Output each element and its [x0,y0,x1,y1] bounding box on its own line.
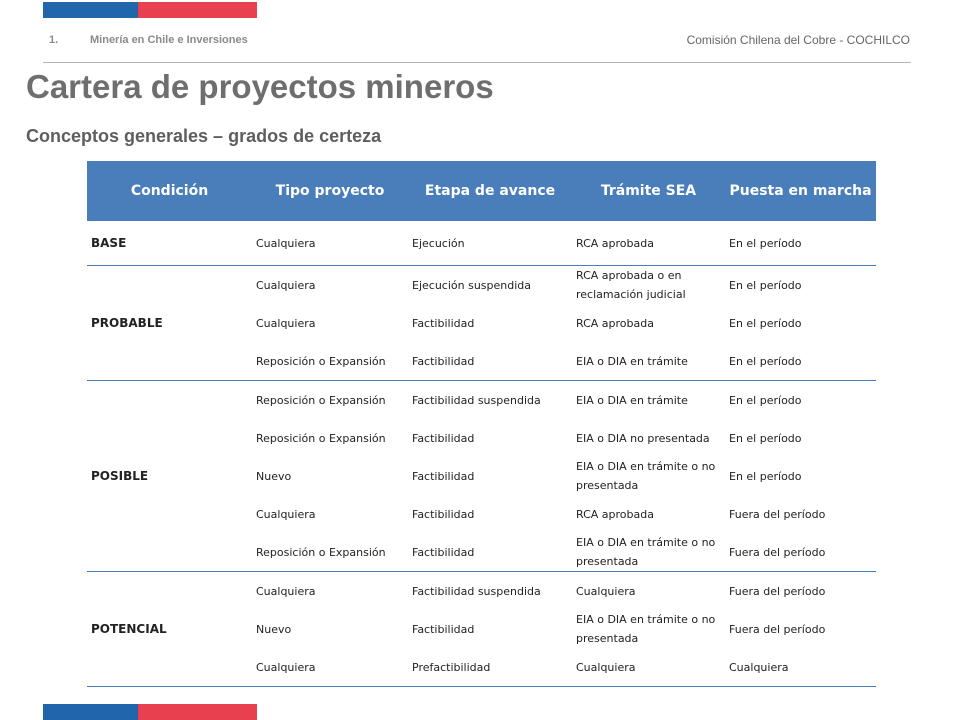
table-cell: Factibilidad [412,507,475,521]
table-header-row [87,161,876,221]
column-header: Etapa de avance [408,161,572,221]
flag-blue-segment [43,2,138,18]
condition-cell: BASE [87,221,252,266]
table-cell: Fuera del período [725,533,876,572]
table-cell: Prefactibilidad [408,648,572,687]
table-cell: Factibilidad [412,316,475,330]
table-cell: Cualquiera [576,584,636,598]
table-cell: EIA o DIA en trámite [572,342,725,381]
table-row [87,266,876,305]
table-cell: Reposición o Expansión [252,342,408,381]
table-cell: En el período [729,431,802,445]
table-cell: Factibilidad suspendida [412,584,541,598]
flag-red-segment [138,2,257,18]
table-cell: RCA aprobada o en reclamación judicial [576,269,686,301]
table-cell: Factibilidad [412,622,475,636]
table-cell: Reposición o Expansión [252,533,408,572]
table-cell: En el período [725,221,876,266]
table-cell: EIA o DIA en trámite o no presentada [572,533,725,572]
table-row [87,381,876,420]
table-cell: Reposición o Expansión [256,431,386,445]
table-cell: Cualquiera [252,648,408,687]
flag-red-segment [138,704,257,720]
table-cell: Fuera del período [729,622,826,636]
table-cell: Nuevo [256,469,292,483]
condition-cell: POSIBLE [87,381,252,572]
table-cell: Factibilidad suspendida [412,393,541,407]
table-cell: Cualquiera [256,507,316,521]
table-cell: EIA o DIA en trámite o no presentada [576,613,716,645]
flag-bar-top [43,2,257,18]
table-cell: Factibilidad [412,469,475,483]
page-subtitle: Conceptos generales – grados de certeza [26,126,382,146]
table-cell: Cualquiera [572,648,725,687]
table-cell: Factibilidad [408,342,572,381]
table-cell: Fuera del período [729,507,826,521]
table-cell: Cualquiera [252,221,408,266]
table-cell: Factibilidad [412,431,475,445]
table-cell: Ejecución suspendida [412,278,532,292]
column-header: Tipo proyecto [252,161,408,221]
table-cell: RCA aprobada [572,221,725,266]
table-cell: En el período [729,316,802,330]
flag-blue-segment [43,704,138,720]
table-cell: Reposición o Expansión [256,393,386,407]
column-header: Condición [87,161,252,221]
table-row [87,221,876,266]
header-divider [43,62,911,63]
column-header: Trámite SEA [572,161,725,221]
section-number: 1. [49,34,59,46]
table-cell: En el período [729,393,802,407]
table-cell: Cualquiera [256,278,316,292]
certainty-table [87,161,876,687]
flag-bar-bottom [43,704,257,720]
table-cell: Cualquiera [256,584,316,598]
table-cell: Factibilidad [408,533,572,572]
table-cell: Cualquiera [725,648,876,687]
condition-cell: POTENCIAL [87,572,252,687]
table-cell: Fuera del período [729,584,826,598]
column-header: Puesta en marcha [725,161,876,221]
table-cell: Cualquiera [256,316,316,330]
table-cell: EIA o DIA en trámite [576,393,688,407]
table-cell: En el período [725,342,876,381]
table-cell: RCA aprobada [576,316,654,330]
section-label: Minería en Chile e Inversiones [90,34,248,46]
table-cell: RCA aprobada [576,507,654,521]
table-cell: EIA o DIA no presentada [576,431,710,445]
page-title: Cartera de proyectos mineros [26,68,494,105]
table-cell: Nuevo [256,622,292,636]
table-cell: En el período [729,469,802,483]
condition-cell: PROBABLE [87,266,252,381]
table-cell: Ejecución [408,221,572,266]
table-cell: EIA o DIA en trámite o no presentada [576,460,716,492]
table-row [87,572,876,611]
table-cell: En el período [729,278,802,292]
organization-name: Comisión Chilena del Cobre - COCHILCO [686,33,910,47]
